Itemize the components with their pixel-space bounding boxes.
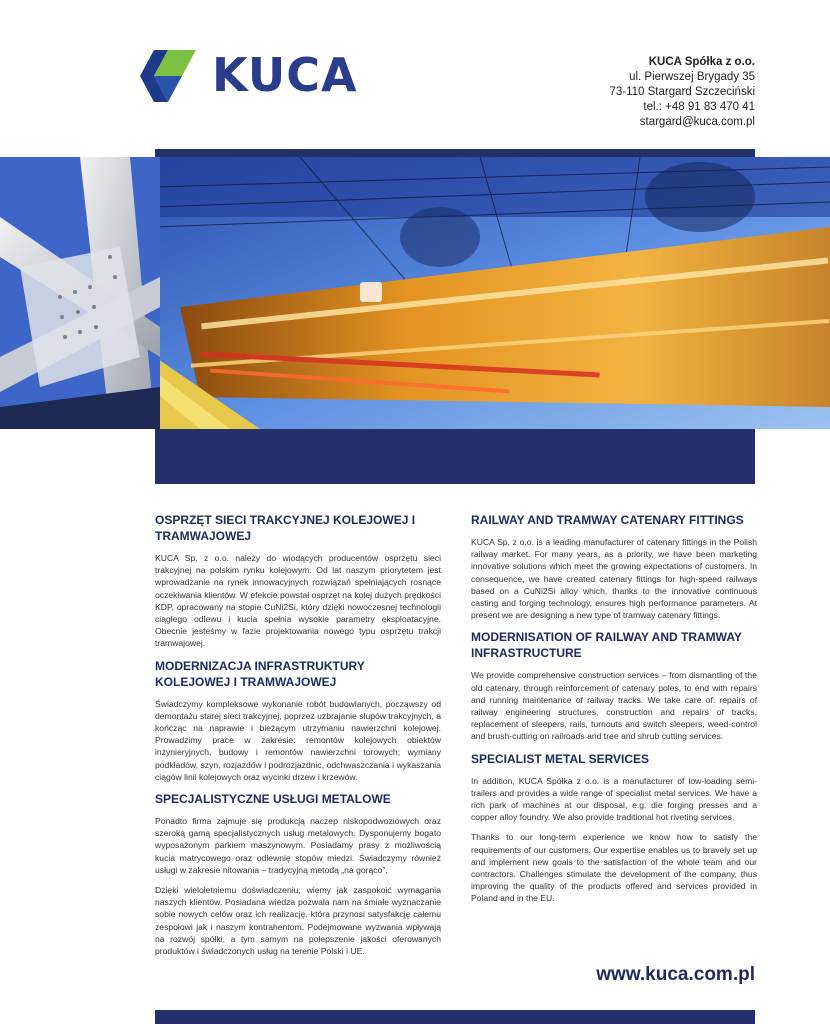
section-title-en-1: RAILWAY AND TRAMWAY CATENARY FITTINGS [471, 513, 744, 527]
top-accent-bar [155, 149, 755, 157]
bottom-bar [155, 1010, 755, 1024]
section-body-en-3b: Thanks to our long-term experience we know how to satisfy the requirements of our customers. Our expertise enables us to bravely set up and implement new goals to the satisfaction of the whole team and our contractors. Challenges stimulate the development of the company, thus improving the quality of the products offered and services provided in Poland and in the EU. [471, 832, 757, 904]
section-body-en-2: We provide comprehensive construction services – from dismantling of the old catenary, through reinforcement of catenary poles, to end with repairs and running maintenance of railway tracks. We take care of: repairs of railway engineering structures, construction and repairs of tracks, replacement of sleepers, rails, turnouts and switch sleepers, weed-control and brush-cutting on railroads and tree and shrub cutting services. [471, 670, 757, 742]
city: 73-110 Stargard Szczeciński [609, 86, 755, 98]
section-title-pl-3: SPECJALISTYCZNE USŁUGI METALOWE [155, 792, 391, 807]
column-english [471, 512, 757, 913]
section-title-pl-2: MODERNIZACJA INFRASTRUKTURY KOLEJOWEJ I TRAMWAJOWEJ [155, 658, 365, 689]
email: stargard@kuca.com.pl [639, 116, 755, 128]
section-body-pl-3b: Dzięki wieloletniemu doświadczeniu, wiemy jak zaspokoić wymagania naszych klientów. Posiadana wiedza pozwala nam na śmiałe wyznaczanie sobie nowych celów oraz ich realizację, która przynosi satysfakcję całemu zespołowi jak i naszym kontrahentom. Podejmowane wyzwania wpływają na rozwój spółki, a tym samym na polepszenie jakości oferowanych produktów i świadczonych usług na terenie Polski i UE. [155, 885, 441, 957]
company-name: KUCA Spółka z o.o. [648, 56, 755, 68]
kuca-logo [140, 50, 360, 102]
section-title-en-2: MODERNISATION OF RAILWAY AND TRAMWAY INFRASTRUCTURE [471, 630, 742, 661]
website-link[interactable]: www.kuca.com.pl [596, 964, 755, 985]
section-body-pl-2: Świadczymy kompleksowe wykonanie robót budowlanych, począwszy od demontażu starej sieci trakcyjnej, poprzez uzbrajanie słupów trakcyjnych, a kończąc na naprawie i bieżącym utrzymaniu nawierzchni kolejowej. Prowadzimy prace w zakresie: remontów kolejowych obiektów inżynieryjnych, budowy i remontów nawierzchni torowych; wymiany podkładów, szyn, rozjazdów i podrozjazdnic, odchwaszczania i wykaszania ciągów linii kolejowych oraz wycinki drzew i krzewów. [155, 698, 441, 782]
hero-image [0, 157, 830, 429]
column-polish [155, 512, 441, 965]
section-body-en-3a: In addition, KUCA Spółka z o.o. is a manufacturer of low-loading semi-trailers and provides a wide range of specialist metal services. We have a rich park of machines at our disposal, e.g. die forging presses and a copper alloy foundry. We also provide traditional hot riveting services. [471, 775, 757, 823]
section-title-en-3: SPECIALIST METAL SERVICES [471, 751, 650, 766]
phone: tel.: +48 91 83 470 41 [643, 101, 755, 113]
section-body-pl-3a: Ponadto firma zajmuje się produkcją naczep niskopodwoziowych oraz szeroką gamą specjalistycznych usług metalowych. Dysponujemy bogato wyposażonym parkiem maszynowym. Posiadamy prasy z możliwością kucia matrycowego oraz odlewnię stopów miedzi. Świadczymy również usługi w zakresie nitowania – tradycyjną metodą „na gorąco”. [155, 816, 441, 875]
section-title-pl-1: OSPRZĘT SIECI TRAKCYJNEJ KOLEJOWEJ I TRAMWAJOWEJ [155, 513, 416, 543]
section-body-en-1: KUCA Sp. z o.o. is a leading manufacturer of catenary fittings in the Polish railway market. For many years, as a priority, we have been marketing innovative solutions which meet the growing expectations of customers. In consequence, we have created catenary fittings for high-speed railways based on a CuNi2Si alloy which, thanks to the innovative continuous casting and forging technology, ensures high performance parameters. At present we are designing a new type of tramway catenary fittings. [471, 537, 757, 621]
company-address [609, 55, 755, 130]
hero-navy-band [155, 429, 755, 484]
logo-wordmark: KUCA [212, 48, 358, 102]
street: ul. Pierwszej Brygady 35 [629, 71, 755, 83]
section-body-pl-1: KUCA Sp. z o.o. należy do wiodących producentów osprzętu sieci trakcyjnej na polskim rynku kolejowym. Od lat naszym priorytetem jest wprowadzanie na rynek innowacyjnych rozwiązań spełniających rosnące oczekiwania klientów. W efekcie powstał osprzęt na kolej dużych prędkości KDP, opracowany na stopie CuNi2Si, który dzięki nowoczesnej technologii ciągłego odlewu i kucia spełnia wysokie parametry eksploatacyjne. Obecnie jesteśmy w fazie projektowania nowego typu osprzętu trakcji tramwajowej. [155, 553, 441, 649]
logo-mark-icon [140, 50, 200, 102]
